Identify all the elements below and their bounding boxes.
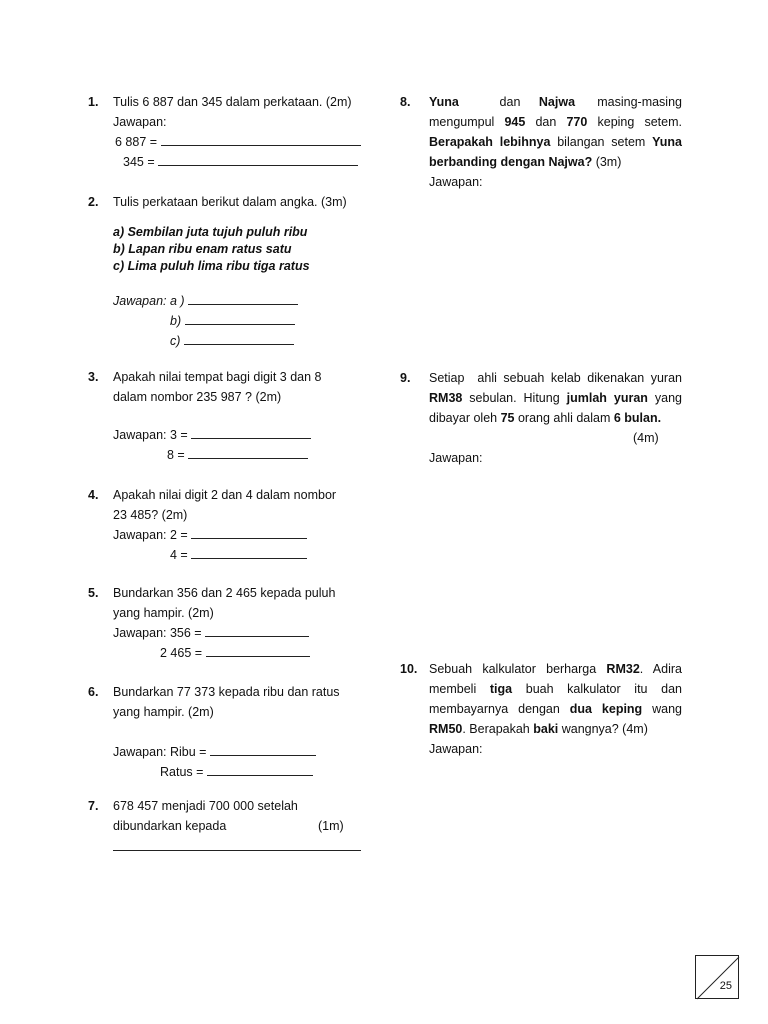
question-number: 8.	[400, 95, 411, 109]
answer-line[interactable]	[113, 836, 361, 851]
answer-blank[interactable]	[161, 132, 361, 146]
question-text: mengumpul 945 dan 770 keping setem.	[429, 115, 682, 129]
question-number: 4.	[88, 488, 99, 502]
question-9	[400, 368, 682, 468]
question-5	[88, 583, 378, 663]
question-text: Berapakah lebihnya bilangan setem Yuna	[429, 135, 682, 149]
answer-label: Jawapan:	[113, 115, 167, 129]
answer-prefix: 8 =	[167, 448, 185, 462]
question-text: 23 485? (2m)	[113, 508, 188, 522]
answer-prefix: Jawapan: 3 =	[113, 428, 188, 442]
question-item: c) Lima puluh lima ribu tiga ratus	[113, 259, 310, 273]
left-column	[88, 92, 378, 851]
answer-label: Jawapan:	[429, 742, 483, 756]
question-text: berbanding dengan Najwa? (3m)	[429, 155, 622, 169]
question-text: dibundarkan kepada	[113, 819, 227, 833]
answer-prefix: 2 465 =	[160, 646, 203, 660]
question-text: dibayar oleh 75 orang ahli dalam 6 bulan.	[429, 411, 662, 425]
question-text: RM38 sebulan. Hitung jumlah yuran yang	[429, 391, 683, 405]
question-item: b) Lapan ribu enam ratus satu	[113, 242, 292, 256]
question-text: Bundarkan 77 373 kepada ribu dan ratus	[113, 685, 340, 699]
answer-blank[interactable]	[210, 742, 316, 756]
answer-blank[interactable]	[158, 152, 358, 166]
question-number: 6.	[88, 685, 99, 699]
question-number: 1.	[88, 95, 99, 109]
question-1	[88, 92, 378, 172]
question-text: membayarnya dengan dua keping wang	[429, 702, 683, 716]
answer-blank[interactable]	[188, 291, 298, 305]
answer-blank[interactable]	[185, 311, 295, 325]
answer-prefix: Jawapan: a )	[113, 294, 185, 308]
answer-prefix: Ratus =	[160, 765, 204, 779]
answer-prefix: 6 887 =	[115, 135, 158, 149]
question-text: 678 457 menjadi 700 000 setelah	[113, 799, 298, 813]
question-3	[88, 367, 378, 465]
answer-blank[interactable]	[191, 425, 311, 439]
question-text: Tulis 6 887 dan 345 dalam perkataan. (2m)	[113, 95, 352, 109]
question-number: 2.	[88, 195, 99, 209]
answer-blank[interactable]	[205, 623, 309, 637]
answer-prefix: b)	[170, 314, 182, 328]
right-column	[400, 92, 682, 759]
question-10	[400, 659, 682, 759]
question-text: Sebuah kalkulator berharga RM32. Adira	[429, 662, 682, 676]
question-4	[88, 485, 378, 565]
question-text: Bundarkan 356 dan 2 465 kepada puluh	[113, 586, 336, 600]
question-7	[88, 796, 378, 851]
question-number: 7.	[88, 799, 99, 813]
question-item: a) Sembilan juta tujuh puluh ribu	[113, 225, 308, 239]
question-6	[88, 682, 378, 782]
question-text: RM50. Berapakah baki wangnya? (4m)	[429, 722, 648, 736]
answer-blank[interactable]	[191, 525, 307, 539]
answer-prefix: Jawapan: 2 =	[113, 528, 188, 542]
marks: (1m)	[318, 819, 344, 833]
diagonal-line-icon	[696, 956, 740, 1000]
question-text: Yuna dan Najwa masing-masing	[429, 95, 682, 109]
question-text: yang hampir. (2m)	[113, 606, 214, 620]
question-number: 10.	[400, 662, 418, 676]
question-text: membeli tiga buah kalkulator itu dan	[429, 682, 682, 696]
answer-prefix: Jawapan: Ribu =	[113, 745, 207, 759]
answer-label: Jawapan:	[429, 175, 483, 189]
answer-blank[interactable]	[188, 445, 308, 459]
question-text: yang hampir. (2m)	[113, 705, 214, 719]
answer-blank[interactable]	[206, 643, 310, 657]
question-number: 5.	[88, 586, 99, 600]
answer-prefix: 4 =	[170, 548, 188, 562]
answer-label: Jawapan:	[429, 451, 483, 465]
answer-blank[interactable]	[184, 331, 294, 345]
answer-blank[interactable]	[191, 545, 307, 559]
page-number: 25	[719, 980, 732, 992]
answer-blank[interactable]	[207, 762, 313, 776]
question-2	[88, 192, 378, 351]
question-text: Apakah nilai digit 2 dan 4 dalam nombor	[113, 488, 337, 502]
answer-prefix: c)	[170, 334, 181, 348]
question-text: Setiap ahli sebuah kelab dikenakan yuran	[429, 371, 682, 385]
question-8	[400, 92, 682, 192]
question-number: 3.	[88, 370, 99, 384]
question-number: 9.	[400, 371, 411, 385]
answer-prefix: Jawapan: 356 =	[113, 626, 202, 640]
question-text: dalam nombor 235 987 ? (2m)	[113, 390, 282, 404]
answer-prefix: 345 =	[123, 155, 155, 169]
page-number-box	[695, 955, 739, 999]
marks: (4m)	[633, 431, 659, 445]
question-text: Apakah nilai tempat bagi digit 3 dan 8	[113, 370, 322, 384]
question-text: Tulis perkataan berikut dalam angka. (3m)	[113, 195, 347, 209]
